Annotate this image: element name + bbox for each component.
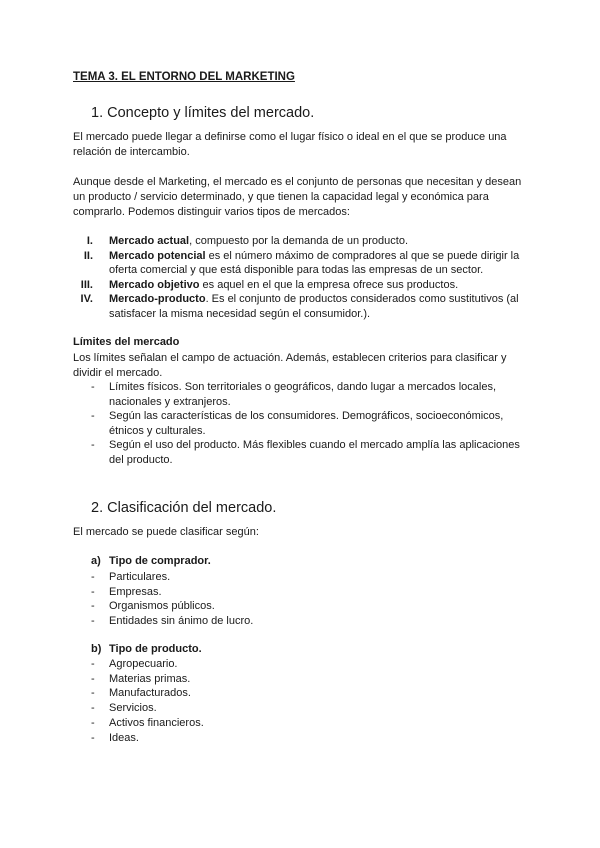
category-letter: a) bbox=[91, 555, 101, 567]
dash-bullet: - bbox=[91, 658, 95, 670]
section-1-paragraph-1: El mercado puede llegar a definirse como el lugar físico o ideal en el que se produce una relación de intercambio. bbox=[73, 131, 507, 158]
dash-bullet: - bbox=[91, 410, 95, 422]
list-item bbox=[91, 438, 531, 467]
document-title: TEMA 3. EL ENTORNO DEL MARKETING bbox=[73, 71, 295, 83]
dash-bullet: - bbox=[91, 702, 95, 715]
category-letter: b) bbox=[91, 643, 102, 655]
list-item bbox=[91, 701, 204, 716]
list-item bbox=[91, 570, 253, 585]
list-item bbox=[91, 716, 204, 731]
market-type-item bbox=[73, 292, 533, 321]
category-title-text: Tipo de producto. bbox=[109, 643, 202, 655]
list-item-text: Manufacturados. bbox=[109, 687, 191, 700]
list-item bbox=[91, 686, 204, 701]
section-1-paragraph-2: Aunque desde el Marketing, el mercado es el conjunto de personas que necesitan y desean un producto / servicio determinado, y que tienen la capacidad legal y económica para comprarlo. Podemos distinguir varios tipos de mercados: bbox=[73, 176, 522, 218]
list-item bbox=[91, 599, 253, 614]
list-item bbox=[91, 380, 531, 409]
dash-bullet: - bbox=[91, 716, 95, 729]
market-type-term: Mercado potencial bbox=[109, 249, 206, 262]
market-type-desc: es aquel en el que la empresa ofrece sus productos. bbox=[199, 278, 459, 291]
list-item-text: Entidades sin ánimo de lucro. bbox=[109, 615, 254, 628]
list-item-text: Agropecuario. bbox=[109, 658, 178, 670]
roman-numeral: III. bbox=[80, 278, 93, 291]
list-item-text: Servicios. bbox=[109, 702, 157, 715]
market-type-desc: . Es el conjunto de productos considerados como sustitutivos (al satisfacer la misma necesidad según el consumidor.). bbox=[109, 293, 519, 320]
roman-numeral: I. bbox=[86, 235, 93, 247]
market-types-list bbox=[73, 234, 533, 321]
list-item-text: Organismos públicos. bbox=[109, 600, 215, 613]
dash-bullet: - bbox=[91, 585, 95, 598]
dash-bullet: - bbox=[91, 381, 95, 393]
buyer-type-list bbox=[91, 570, 253, 629]
list-item-text: Materias primas. bbox=[109, 672, 191, 685]
market-type-item bbox=[73, 278, 533, 293]
list-item bbox=[91, 657, 204, 672]
dash-bullet: - bbox=[91, 672, 95, 685]
list-item bbox=[91, 409, 531, 438]
limits-intro: Los límites señalan el campo de actuación. Además, establecen criterios para clasificar y dividir el mercado. bbox=[73, 352, 507, 379]
list-item-text: Particulares. bbox=[109, 571, 171, 583]
limits-list bbox=[91, 380, 531, 467]
dash-bullet: - bbox=[91, 439, 95, 451]
list-item-text: Activos financieros. bbox=[109, 716, 204, 729]
section-2-heading: 2. Clasificación del mercado. bbox=[91, 500, 277, 516]
list-item bbox=[91, 614, 253, 629]
list-item-text: Límites físicos. Son territoriales o geográficos, dando lugar a mercados locales, nacionales y extranjeros. bbox=[109, 381, 497, 408]
limits-subtitle: Límites del mercado bbox=[73, 336, 180, 348]
list-item-text: Según el uso del producto. Más flexibles cuando el mercado amplía las aplicaciones del producto. bbox=[109, 439, 520, 466]
dash-bullet: - bbox=[91, 731, 95, 744]
dash-bullet: - bbox=[91, 687, 95, 700]
list-item-text: Según las características de los consumidores. Demográficos, socioeconómicos, étnicos y culturales. bbox=[109, 410, 504, 437]
product-type-list bbox=[91, 657, 204, 745]
section-2-intro: El mercado se puede clasificar según: bbox=[73, 526, 259, 538]
list-item bbox=[91, 672, 204, 687]
category-title-text: Tipo de comprador. bbox=[109, 555, 211, 567]
roman-numeral: IV. bbox=[80, 293, 93, 305]
dash-bullet: - bbox=[91, 571, 95, 583]
dash-bullet: - bbox=[91, 600, 95, 613]
list-item-text: Empresas. bbox=[109, 585, 162, 598]
category-a-title bbox=[91, 555, 211, 567]
market-type-item bbox=[73, 249, 533, 278]
market-type-desc: , compuesto por la demanda de un producto. bbox=[189, 235, 409, 247]
category-b-title bbox=[91, 643, 202, 655]
market-type-desc: es el número máximo de compradores al que se puede dirigir la oferta comercial y que está disponible para todas las empresas de un sector. bbox=[109, 249, 520, 276]
market-type-term: Mercado actual bbox=[109, 235, 190, 247]
roman-numeral: II. bbox=[83, 249, 93, 262]
section-1-heading: 1. Concepto y límites del mercado. bbox=[91, 105, 315, 121]
market-type-term: Mercado-producto bbox=[109, 293, 206, 305]
market-type-item bbox=[73, 234, 533, 249]
list-item-text: Ideas. bbox=[109, 731, 139, 744]
market-type-term: Mercado objetivo bbox=[109, 278, 200, 291]
list-item bbox=[91, 731, 204, 746]
list-item bbox=[91, 585, 253, 600]
dash-bullet: - bbox=[91, 615, 95, 628]
